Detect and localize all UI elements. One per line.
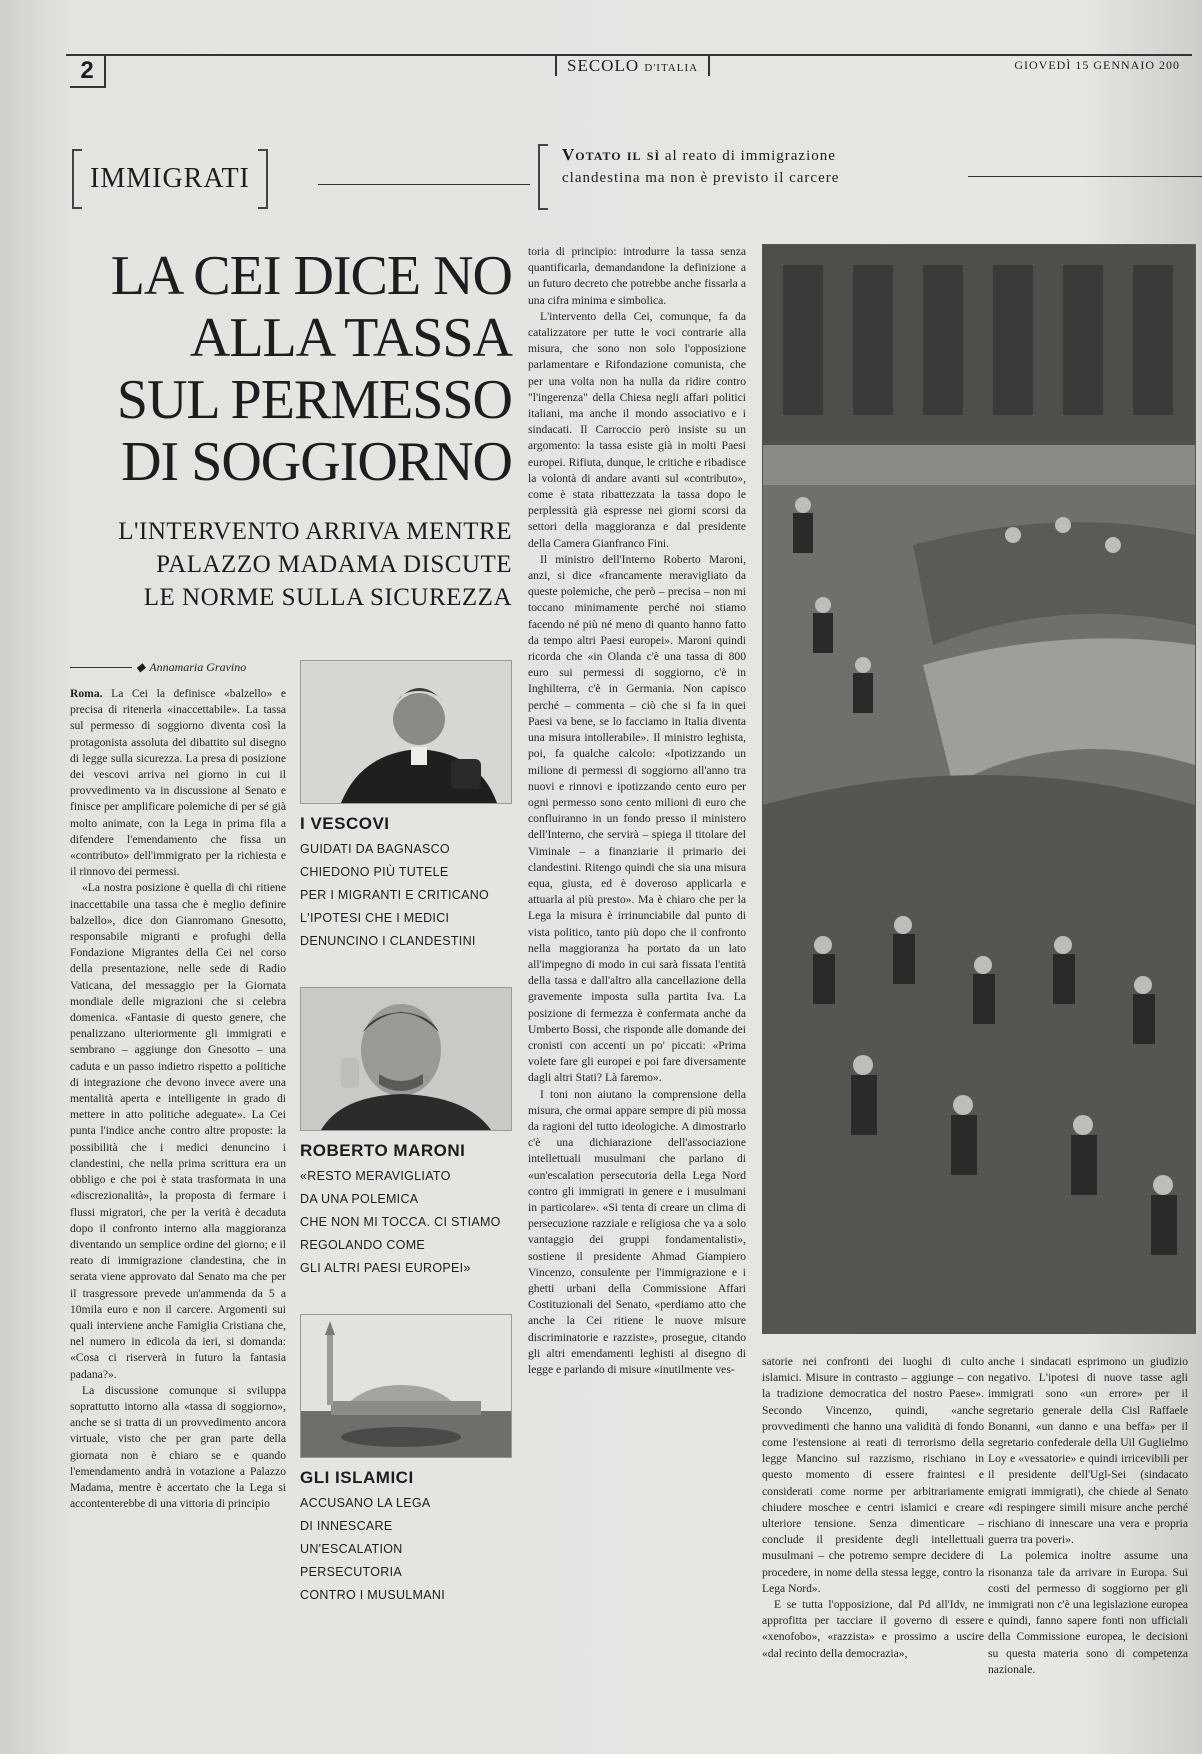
paragraph: toria di principio: introdurre la tassa senza quantificarla, demandandone la definizione a un futuro decreto che potrebbe anche fissarla a una cifra minima e simbolica. — [528, 245, 746, 307]
article-column-1 — [70, 686, 286, 1726]
headline-line: DI SOGGIORNO — [121, 431, 512, 493]
dateline: GIOVEDÌ 15 GENNAIO 200 — [1014, 58, 1180, 72]
sidebar-text — [300, 1492, 512, 1607]
sidebar-line: «RESTO MERAVIGLIATO — [300, 1169, 451, 1183]
sidebar-text — [300, 1165, 512, 1280]
subhead-line: L'INTERVENTO ARRIVA MENTRE — [118, 518, 512, 545]
sidebar-line: DA UNA POLEMICA — [300, 1192, 419, 1206]
paragraph: Il ministro dell'Interno Roberto Maroni, anzi, si dice «francamente meravigliato da queste polemiche, che però – precisa – non mi toccano minimamente perché noi stiamo facendo né più né meno di quanto hanno fatto da tempo altri Paesi europei». Maroni quindi ricorda che «in Olanda c'è una tassa di 800 euro sui permessi di soggiorno, c'è in Inghilterra, c'è in Germania. Non capisco perché – commenta – ciò che si fa in quei Paesi va bene, se lo facciamo in Italia diventa una misura intollerabile». Il ministro leghista, poi, fa qualche calcolo: «Ipotizzando un milione di permessi di soggiorno all'anno tra nuovi e rinnovi e ipotizzando cento euro per ogni permesso sono cento milioni di euro che confluiranno in un fondo presso il ministero dell'Interno, che servirà – spiega il titolare del Viminale – a finanziarie il primario dei clandestini. Ritengo quindi che sia una misura equa, giusta, ed è doveroso applicarla e attuarla al più presto». Ma è chiaro che per la Lega la misura è irrinunciabile dal punto di vista politico, tanto più dopo che il confronto nella maggioranza ha portato da un lato all'impegno di modo in cui sarà fissata l'entità della tassa e dall'altro alla cancellazione della gravemente imposta sulla partita Iva. La posizione di fermezza è confermata anche da Umberto Bossi, che risponde alle domande dei cronisti con accenti un po' piccati: «Prima volete fare gli europei e poi fare diversamente dagli altri Stati? Là faremo». — [528, 552, 746, 1085]
section-label: IMMIGRATI — [90, 163, 250, 194]
sidebar-line: CONTRO I MUSULMANI — [300, 1588, 445, 1602]
sidebar-line: GLI ALTRI PAESI EUROPEI» — [300, 1261, 471, 1275]
sidebar-block-vescovi — [300, 660, 512, 953]
sidebar-block-islamici — [300, 1314, 512, 1607]
headline — [70, 245, 512, 493]
sidebar-line: PER I MIGRANTI E CRITICANO — [300, 888, 490, 902]
sidebar-title: GLI ISLAMICI — [300, 1468, 414, 1487]
sidebar — [300, 660, 512, 1641]
maroni-photo — [300, 987, 512, 1131]
dateline-city: Roma. — [70, 687, 103, 700]
author: Annamaria Gravino — [149, 660, 247, 674]
subheadline — [70, 515, 512, 614]
sidebar-line: DI INNESCARE — [300, 1519, 393, 1533]
section-tag — [72, 150, 268, 208]
kicker — [538, 144, 839, 210]
paragraph: «La nostra posizione è quella di chi ritiene inaccettabile una tassa che è meglio definire balzello», dice don Gianromano Gnesotto, responsabile migranti e profughi della Fondazione Migrantes della Cei nel corso della presentazione, nelle sede di Radio Vaticana, del messaggio per la Giornata mondiale delle migrazioni che si celebra domenica. «Fantasie di questo genere, che penalizzano ulteriormente gli immigrati e sembrano – aggiunge don Gnesotto – una caduta e un passo indietro rispetto a politiche di integrazione che devono invece avere una mentalità aperta e intelligente in grado di mettere in atto politiche adeguate». La Cei punta l'indice anche contro altre proposte: la possibilità che i medici denuncino i clandestini, che nella prima scrittura era un obbligo e che poi è stata trasformata in una «discrezionalità», la proposta di fermare i flussi migratori, che per la verità è decaduta dopo il confronto interno alla maggioranza diventando un semplice ordine del giorno; e il reato di immigrazione clandestina, che in serata viene approvato dal Senato ma che per il trasgressore prevede un'ammenda da 5 a 10mila euro e non il carcere. Argomenti sui quali interviene anche Famiglia Cristiana che, nel numero in edicola da ieri, si domanda: «Cosa ci riserverà in futuro la fantasia padana?». — [70, 881, 286, 1381]
page-number: 2 — [70, 56, 106, 88]
article-column-2 — [528, 244, 746, 1734]
sidebar-title: ROBERTO MARONI — [300, 1141, 466, 1160]
byline — [70, 660, 246, 675]
bishop-photo — [300, 660, 512, 804]
article-column-3 — [762, 1354, 984, 1734]
article-column-4 — [988, 1354, 1188, 1734]
sidebar-line: DENUNCINO I CLANDESTINI — [300, 934, 476, 948]
sidebar-block-maroni — [300, 987, 512, 1280]
paragraph-text: La Cei la definisce «balzello» e precisa di ritenerla «inaccettabile». La tassa sul permesso di soggiorno diventa così la protagonista assoluta del dibattito sul disegno di legge sulla sicurezza. La presa di posizione dei vescovi arriva nel giorno in cui il provvedimento va in discussione al Senato e finisce per amplificare polemiche di per sé già molto animate, con la Lega in prima fila a difendere l'emendamento che fissa un «contributo» dell'immigrato per la richiesta e il rinnovo dei permessi. — [70, 687, 286, 879]
paragraph: La discussione comunque si sviluppa soprattutto intorno alla «tassa di soggiorno», anche se si tratta di un provvedimento ancora virtuale, visto che per gran parte della giornata non è chiaro se e quando l'emendamento andrà in votazione a Palazzo Madama, mentre è accertato che la Lega si accontenterebbe di una vittoria di principio — [70, 1383, 286, 1511]
paragraph: satorie nei confronti dei luoghi di culto islamici. Misure in contrasto – aggiunge – con la tradizione democratica del nostro Paese». Secondo Vincenzo, quindi, «anche provvedimenti che hanno una validità di fondo come l'estensione ai reati di terrorismo della legge Mancino sul razzismo, rischiano in questo momento di essere fraintesi e considerati come norme per arbitrariamente chiudere moschee e centri islamici e creare ulteriore tensione. Senza dimenticare – conclude il presidente degli intellettuali musulmani – che potremo sempre decidere di procedere, in nome della stessa legge, contro la Lega Nord». — [762, 1355, 984, 1595]
bracket-right — [258, 149, 268, 209]
mosque-photo — [300, 1314, 512, 1458]
sidebar-line: CHIEDONO PIÙ TUTELE — [300, 865, 449, 879]
masthead-title: SECOLO — [567, 56, 640, 75]
kicker-bold: Votato il sì — [562, 145, 661, 164]
paragraph: La polemica inoltre assume una risonanza tale da arrivare in Europa. Sui costi del permesso di soggiorno per gli immigrati non c'è una legislazione europea e quindi, fanno sapere fonti non ufficiali della Commissione europea, le decisioni su questa materia sono di competenza nazionale. — [988, 1549, 1188, 1676]
paragraph: I toni non aiutano la comprensione della misura, che ormai appare sempre di più mossa da ragioni del tutto ideologiche. A dimostrarlo c'è una dichiarazione dell'associazione intellettuali musulmani che parlano di «un'escalation persecutoria della Lega Nord contro gli immigrati in genere e i musulmani in particolare». «Si tenta di creare un clima di persecuzione razziale e religiosa che va a solo vantaggio dei gruppi fondamentalisti», sostiene il presidente Ahmad Giampiero Vincenzo, consulente per l'immigrazione e i ghetti urbani della Commissione Affari Costituzionali del Senato, «perdiamo atto che anche la Cei ritiene le nuove misure discriminatorie e razziste», prosegue, citando gli altri emendamenti leghisti al disegno di legge e parlando di misure «inutilmente ves- — [528, 1087, 746, 1377]
byline-rule — [70, 667, 132, 668]
masthead-subtitle: D'ITALIA — [644, 62, 699, 74]
kicker-text — [548, 144, 839, 210]
kicker-rule — [968, 176, 1202, 177]
sidebar-title: I VESCOVI — [300, 814, 390, 833]
paragraph: E se tutta l'opposizione, dal Pd all'Idv, ne approfitta per tacciare il governo di essere «xenofobo», «razzista» e prossimo a uscire «dal recinto della democrazia», — [762, 1598, 984, 1660]
sidebar-line: L'IPOTESI CHE I MEDICI — [300, 911, 450, 925]
subhead-line: LE NORME SULLA SICUREZZA — [143, 584, 512, 611]
section-rule — [318, 184, 530, 185]
bracket-left — [72, 149, 82, 209]
senate-chamber-photo — [762, 244, 1196, 1334]
paragraph: L'intervento della Cei, comunque, fa da catalizzatore per tutte le voci contrarie alla misura, che sono non solo l'opposizione parlamentare e Rifondazione comunista, che per una volta non ha nulla da ridire contro "l'ingerenza" della Chiesa negli affari politici italiani, ma anche il mondo associativo e i sindacati. Il Carroccio però insiste su un argomento: la tassa esiste già in molti Paesi europei. Rifiuta, dunque, le critiche e ribadisce la volontà di andare avanti sul «contributo», come è stata ribattezzata la tassa dopo le perplessità già espresse nei giorni scorsi da settori della maggioranza e dal presidente della Camera Gianfranco Fini. — [528, 309, 746, 550]
sidebar-line: UN'ESCALATION — [300, 1542, 403, 1556]
headline-line: ALLA TASSA — [189, 307, 512, 369]
sidebar-line: CHE NON MI TOCCA. CI STIAMO — [300, 1215, 501, 1229]
kicker-line-2: clandestina ma non è previsto il carcere — [562, 170, 840, 186]
sidebar-line: PERSECUTORIA — [300, 1565, 403, 1579]
sidebar-text — [300, 838, 512, 953]
diamond-icon: ◆ — [136, 660, 146, 674]
headline-line: SUL PERMESSO — [116, 369, 512, 431]
kicker-bracket — [538, 144, 548, 210]
sidebar-line: ACCUSANO LA LEGA — [300, 1496, 431, 1510]
subhead-line: PALAZZO MADAMA DISCUTE — [156, 551, 512, 578]
paragraph — [70, 686, 286, 880]
sidebar-line: GUIDATI DA BAGNASCO — [300, 842, 450, 856]
sidebar-line: REGOLANDO COME — [300, 1238, 426, 1252]
kicker-line-1: al reato di immigrazione — [664, 148, 836, 164]
paragraph: anche i sindacati esprimono un giudizio negativo. L'ipotesi di nuove tasse agli immigrati sono «un errore» per il segretario generale della Cisl Raffaele Bonanni, «un danno e una beffa» per il segretario confederale della Uil Guglielmo Loy e «vessatorie» e quindi irricevibili per il presidente dell'Ugl-Sei (sindacato emigrati immigrati), che chiede al Senato «di respingere simili misure anche perché rischiano di innescare una vera e propria guerra tra poveri». — [988, 1355, 1188, 1547]
headline-line: LA CEI DICE NO — [110, 245, 512, 307]
masthead — [555, 54, 710, 76]
